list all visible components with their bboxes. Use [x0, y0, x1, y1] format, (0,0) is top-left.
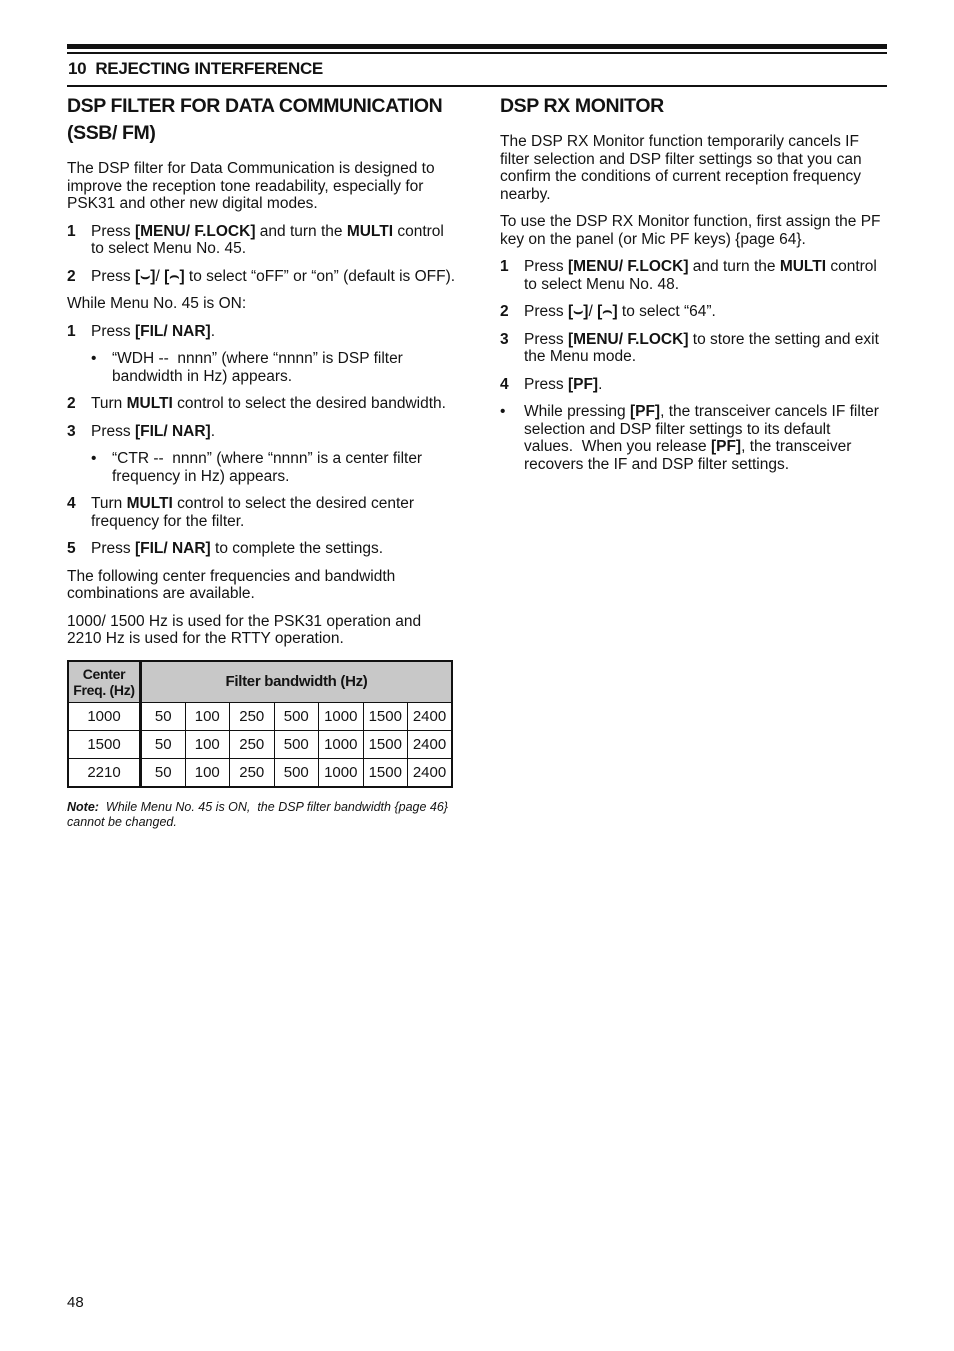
bandwidth-cell: 50	[141, 730, 186, 758]
manual-page	[67, 44, 887, 843]
block-text	[524, 258, 887, 293]
text-segment: , the transceiver cancels IF filter selection and DSP filter settings to its default values. When you release	[524, 403, 879, 455]
text-segment: Press	[91, 540, 135, 557]
text-segment: The following center frequencies and bandwidth combinations are available.	[67, 567, 396, 602]
text-segment: 1000/ 1500 Hz is used for the PSK31 operation and 2210 Hz is used for the RTTY operation.	[67, 612, 422, 647]
block-text	[67, 613, 459, 648]
block-text	[91, 423, 459, 441]
step-item	[67, 495, 459, 530]
text-segment: to store the setting and exit the Menu mode.	[524, 330, 879, 365]
section-header	[67, 54, 887, 85]
text-segment: “CTR -- nnnn” (where “nnnn” is a center filter frequency in Hz) appears.	[112, 450, 423, 485]
center-freq-cell: 1500	[68, 730, 141, 758]
bandwidth-cell: 50	[141, 758, 186, 787]
step-item	[67, 223, 459, 258]
bandwidth-cell: 250	[230, 730, 275, 758]
page-number: 48	[67, 1294, 84, 1311]
table-header-row	[68, 661, 452, 703]
text-segment: While Menu No. 45 is ON:	[67, 295, 247, 312]
step-number: 3	[500, 330, 509, 348]
text-segment: [PF]	[710, 438, 742, 455]
step-item	[500, 331, 887, 366]
text-segment: Press	[91, 267, 135, 285]
text-segment: and turn the	[255, 222, 347, 240]
bandwidth-cell: 500	[274, 758, 319, 787]
text-segment: While Menu No. 45 is ON, the DSP filter bandwidth {page 46} cannot be changed.	[67, 799, 448, 829]
text-segment: [⌢]	[597, 303, 618, 320]
paragraph	[500, 213, 887, 248]
text-segment: [MENU/ F.LOCK]	[134, 222, 256, 240]
text-segment: [MENU/ F.LOCK]	[567, 330, 689, 348]
table-row	[68, 702, 452, 730]
bandwidth-cell: 1500	[363, 758, 408, 787]
text-segment: [FIL/ NAR]	[134, 422, 211, 440]
bandwidth-cell: 1500	[363, 702, 408, 730]
block-text	[91, 495, 459, 530]
bandwidth-cell: 2400	[408, 730, 453, 758]
block-text	[524, 331, 887, 366]
center-freq-cell: 2210	[68, 758, 141, 787]
filter-bandwidth-table	[67, 660, 453, 788]
bandwidth-cell: 1000	[319, 758, 364, 787]
step-item	[500, 303, 887, 321]
text-segment: [PF]	[567, 375, 599, 393]
bullet-marker: •	[91, 350, 97, 367]
step-item	[67, 395, 459, 413]
block-text	[91, 540, 459, 558]
text-segment: and turn the	[688, 258, 780, 275]
text-segment: [FIL/ NAR]	[134, 540, 211, 557]
block-text	[67, 568, 459, 603]
step-item	[67, 540, 459, 558]
step-item	[67, 268, 459, 286]
paragraph	[67, 160, 459, 213]
text-segment: Press	[91, 222, 135, 240]
block-text	[500, 213, 887, 248]
bandwidth-cell: 250	[230, 758, 275, 787]
bandwidth-cell: 1000	[319, 702, 364, 730]
text-segment: While pressing	[524, 403, 630, 420]
step-number: 4	[67, 495, 76, 512]
right-column	[500, 93, 887, 843]
text-segment: to select “64”.	[617, 303, 716, 320]
table-row	[68, 730, 452, 758]
left-column-blocks	[67, 160, 459, 648]
center-freq-cell: 1000	[68, 702, 141, 730]
block-text	[524, 403, 887, 473]
filter-table-body	[68, 702, 452, 787]
column-header-filter-bandwidth: Filter bandwidth (Hz)	[141, 661, 453, 703]
text-segment: Press	[524, 258, 568, 275]
text-segment: [FIL/ NAR]	[134, 322, 211, 340]
block-text	[524, 303, 887, 321]
bullet-item	[500, 403, 887, 473]
bandwidth-cell: 50	[141, 702, 186, 730]
step-number: 4	[500, 375, 509, 393]
right-section-heading: DSP RX MONITOR	[500, 95, 664, 117]
text-segment: control to select the desired center frequency for the filter.	[91, 495, 415, 530]
bandwidth-cell: 2400	[408, 702, 453, 730]
text-segment: [MENU/ F.LOCK]	[567, 258, 689, 275]
step-number: 1	[67, 222, 76, 240]
step-number: 5	[67, 540, 76, 557]
text-segment: MULTI	[126, 395, 173, 412]
step-item	[500, 258, 887, 293]
text-segment: to complete the settings.	[210, 540, 384, 557]
step-number: 2	[67, 395, 76, 412]
text-segment: /	[588, 303, 598, 320]
bullet-item	[91, 450, 459, 485]
note-text	[67, 800, 457, 831]
two-column-layout	[67, 93, 887, 843]
text-segment: [⌣]	[134, 267, 156, 285]
section-title: REJECTING INTERFERENCE	[95, 59, 323, 78]
text-segment: MULTI	[779, 258, 827, 275]
left-section-heading: DSP FILTER FOR DATA COMMUNICATION (SSB/ FM)	[67, 95, 443, 144]
step-number: 2	[500, 303, 509, 320]
text-segment: .	[210, 422, 216, 440]
text-segment: Press	[524, 375, 568, 393]
bullet-marker: •	[91, 450, 97, 467]
bullet-marker: •	[500, 403, 506, 420]
text-segment: [⌢]	[164, 267, 185, 285]
text-segment: The DSP filter for Data Communication is designed to improve the reception tone readability, especially for PSK31 and other new digital modes.	[67, 160, 435, 212]
step-item	[67, 423, 459, 441]
bandwidth-cell: 500	[274, 702, 319, 730]
table-row	[68, 758, 452, 787]
bandwidth-cell: 1500	[363, 730, 408, 758]
paragraph	[67, 295, 459, 313]
text-segment: Note:	[67, 799, 99, 814]
bandwidth-cell: 100	[185, 702, 230, 730]
text-segment: “WDH -- nnnn” (where “nnnn” is DSP filter bandwidth in Hz) appears.	[112, 350, 403, 385]
step-item	[500, 376, 887, 394]
text-segment: Press	[524, 303, 568, 320]
text-segment: The DSP RX Monitor function temporarily cancels IF filter selection and DSP filter settings so that you can confirm the conditions of current reception frequency nearby.	[500, 133, 862, 203]
text-segment: To use the DSP RX Monitor function, first assign the PF key on the panel (or Mic PF keys) {page 64}.	[500, 213, 881, 248]
block-text	[91, 268, 459, 286]
text-segment: control to select Menu No. 48.	[524, 258, 877, 293]
bandwidth-cell: 1000	[319, 730, 364, 758]
bandwidth-cell: 100	[185, 730, 230, 758]
text-segment: .	[598, 375, 603, 393]
text-segment: Turn	[91, 495, 127, 512]
text-segment: , the transceiver recovers the IF and DSP filter settings.	[524, 438, 852, 473]
bandwidth-cell: 250	[230, 702, 275, 730]
block-text	[524, 376, 887, 394]
text-segment: [PF]	[629, 403, 661, 420]
paragraph	[500, 133, 887, 203]
text-segment: Turn	[91, 395, 127, 412]
block-text	[112, 450, 459, 485]
section-number: 10	[68, 59, 87, 78]
text-segment: .	[210, 322, 216, 340]
bandwidth-cell: 500	[274, 730, 319, 758]
step-number: 3	[67, 422, 76, 440]
text-segment: control to select Menu No. 45.	[91, 222, 444, 257]
header-rule-thick	[67, 44, 887, 49]
step-item	[67, 323, 459, 341]
text-segment: to select “oFF” or “on” (default is OFF).	[184, 267, 456, 285]
block-text	[67, 295, 459, 313]
text-segment: control to select the desired bandwidth.	[172, 395, 446, 412]
left-column	[67, 93, 459, 843]
step-number: 1	[500, 258, 509, 275]
bandwidth-cell: 100	[185, 758, 230, 787]
block-text	[67, 160, 459, 213]
right-column-blocks	[500, 133, 887, 473]
text-segment: Press	[91, 322, 135, 340]
step-number: 1	[67, 322, 76, 340]
block-text	[91, 323, 459, 341]
text-segment: [⌣]	[567, 303, 589, 320]
step-number: 2	[67, 267, 76, 285]
text-segment: Press	[524, 330, 568, 348]
paragraph	[67, 568, 459, 603]
block-text	[91, 395, 459, 413]
text-segment: /	[155, 267, 165, 285]
block-text	[112, 350, 459, 385]
column-header-center-freq: Center Freq. (Hz)	[68, 661, 141, 703]
block-text	[500, 133, 887, 203]
filter-table-head	[68, 661, 452, 703]
paragraph	[67, 613, 459, 648]
text-segment: MULTI	[126, 495, 173, 512]
bandwidth-cell: 2400	[408, 758, 453, 787]
text-segment: Press	[91, 422, 135, 440]
bullet-item	[91, 350, 459, 385]
header-rule-thin-bottom	[67, 85, 887, 87]
block-text	[91, 223, 459, 258]
text-segment: MULTI	[346, 222, 394, 240]
